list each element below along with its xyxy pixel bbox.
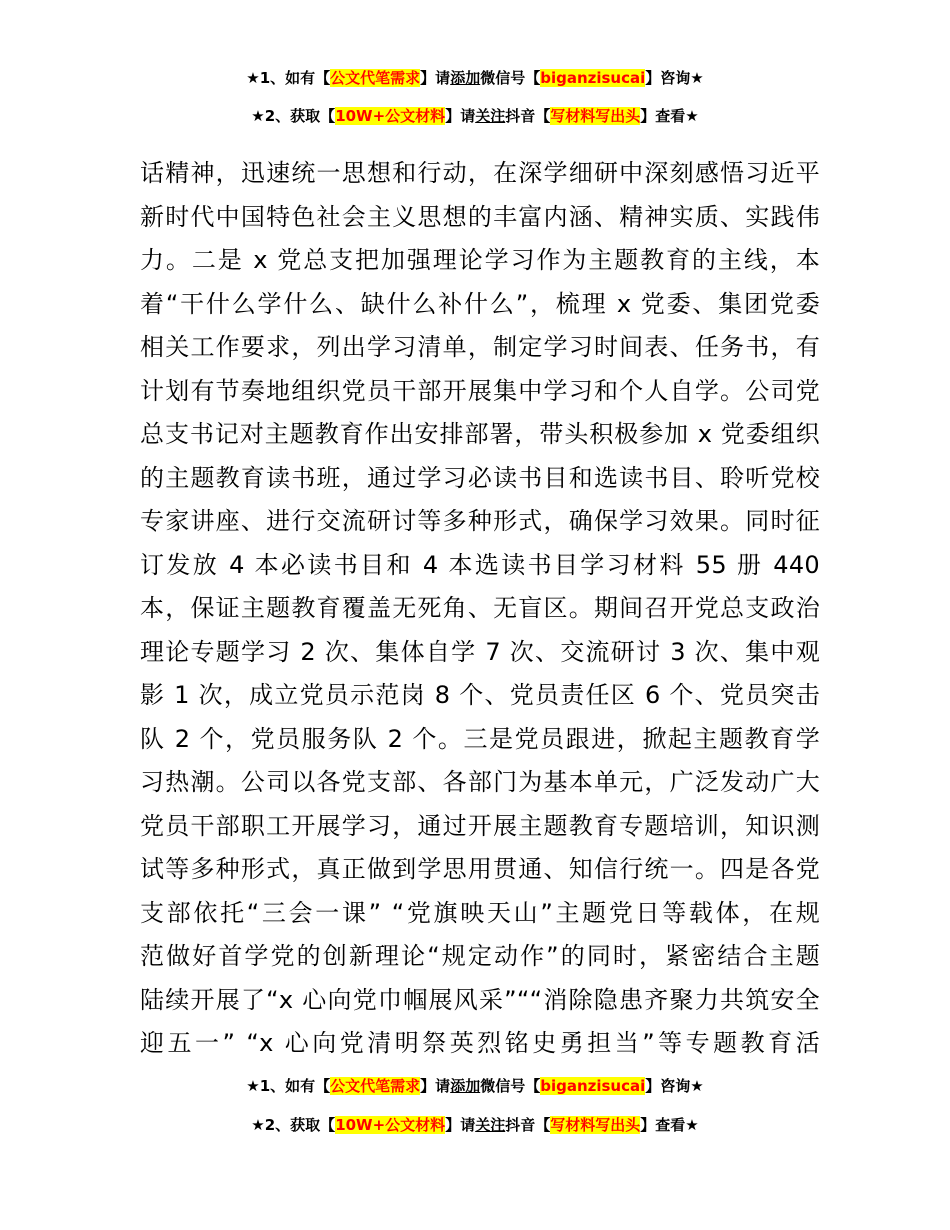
body-line: 理论专题学习 2 次、集体自学 7 次、交流研讨 3 次、集中观 <box>140 637 820 666</box>
body-line: 相关工作要求，列出学习清单，制定学习时间表、任务书，有 <box>140 333 820 361</box>
banner-text: 抖音【 <box>505 107 551 125</box>
banner-text: 微信号【 <box>480 69 541 87</box>
banner-top-line-1 <box>0 68 950 88</box>
banner-highlight: 写材料写出头 <box>550 1116 641 1134</box>
banner-text: ★2、获取【 <box>251 107 336 125</box>
banner-text: 】请 <box>445 107 476 125</box>
banner-underline: 关注 <box>475 1116 506 1134</box>
banner-underline: 添加 <box>450 1077 481 1095</box>
body-line: 的主题教育读书班，通过学习必读书目和选读书目、聆听党校 <box>140 463 820 492</box>
banner-text: ★1、如有【 <box>246 1077 331 1095</box>
banner-text: ★1、如有【 <box>246 69 331 87</box>
banner-text: 】请 <box>445 1116 476 1134</box>
banner-text: 】咨询★ <box>645 1077 704 1095</box>
document-body <box>140 152 820 1066</box>
body-line: 本，保证主题教育覆盖无死角、无盲区。期间召开党总支政治 <box>140 594 820 622</box>
banner-bottom-line-2 <box>0 1115 950 1135</box>
banner-highlight: 10W+公文材料 <box>335 1116 446 1134</box>
body-line: 总支书记对主题教育作出安排部署，带头积极参加 x 党委组织 <box>140 420 820 448</box>
banner-highlight: biganzisucai <box>540 1077 646 1095</box>
banner-highlight: biganzisucai <box>540 69 646 87</box>
banner-text: 抖音【 <box>505 1116 551 1134</box>
body-line: 习热潮。公司以各党支部、各部门为基本单元，广泛发动广大 <box>140 768 820 796</box>
body-line: 试等多种形式，真正做到学思用贯通、知信行统一。四是各党 <box>140 855 820 883</box>
banner-text: 】查看★ <box>640 107 699 125</box>
body-line: 党员干部职工开展学习，通过开展主题教育专题培训，知识测 <box>140 811 820 840</box>
banner-underline: 关注 <box>475 107 506 125</box>
body-line: 陆续开展了“x 心向党巾帼展风采”““消除隐患齐聚力共筑安全 <box>140 985 820 1014</box>
body-line: 新时代中国特色社会主义思想的丰富内涵、精神实质、实践伟 <box>140 202 820 231</box>
banner-highlight: 公文代笔需求 <box>330 1077 421 1095</box>
body-line: 支部依托“三会一课” “党旗映天山”主题党日等载体，在规 <box>140 898 820 927</box>
body-line: 迎五一” “x 心向党清明祭英烈铭史勇担当”等专题教育活 <box>140 1029 820 1057</box>
body-line: 计划有节奏地组织党员干部开展集中学习和个人自学。公司党 <box>140 376 820 405</box>
banner-top-line-2 <box>0 106 950 126</box>
body-line: 力。二是 x 党总支把加强理论学习作为主题教育的主线，本 <box>140 246 820 274</box>
body-line: 影 1 次，成立党员示范岗 8 个、党员责任区 6 个、党员突击 <box>140 681 820 709</box>
banner-text: 微信号【 <box>480 1077 541 1095</box>
banner-text: 】查看★ <box>640 1116 699 1134</box>
body-line: 话精神，迅速统一思想和行动，在深学细研中深刻感悟习近平 <box>140 159 820 187</box>
banner-text: ★2、获取【 <box>251 1116 336 1134</box>
banner-text: 】请 <box>420 1077 451 1095</box>
banner-bottom-line-1 <box>0 1076 950 1096</box>
body-line: 订发放 4 本必读书目和 4 本选读书目学习材料 55 册 440 <box>140 550 820 579</box>
body-line: 着“干什么学什么、缺什么补什么”，梳理 x 党委、集团党委 <box>140 289 820 318</box>
body-line: 范做好首学党的创新理论“规定动作”的同时，紧密结合主题 <box>140 942 820 970</box>
banner-highlight: 写材料写出头 <box>550 107 641 125</box>
banner-highlight: 公文代笔需求 <box>330 69 421 87</box>
banner-highlight: 10W+公文材料 <box>335 107 446 125</box>
banner-text: 】咨询★ <box>645 69 704 87</box>
body-line: 队 2 个，党员服务队 2 个。三是党员跟进，掀起主题教育学 <box>140 724 820 753</box>
body-line: 专家讲座、进行交流研讨等多种形式，确保学习效果。同时征 <box>140 507 820 535</box>
banner-underline: 添加 <box>450 69 481 87</box>
banner-text: 】请 <box>420 69 451 87</box>
